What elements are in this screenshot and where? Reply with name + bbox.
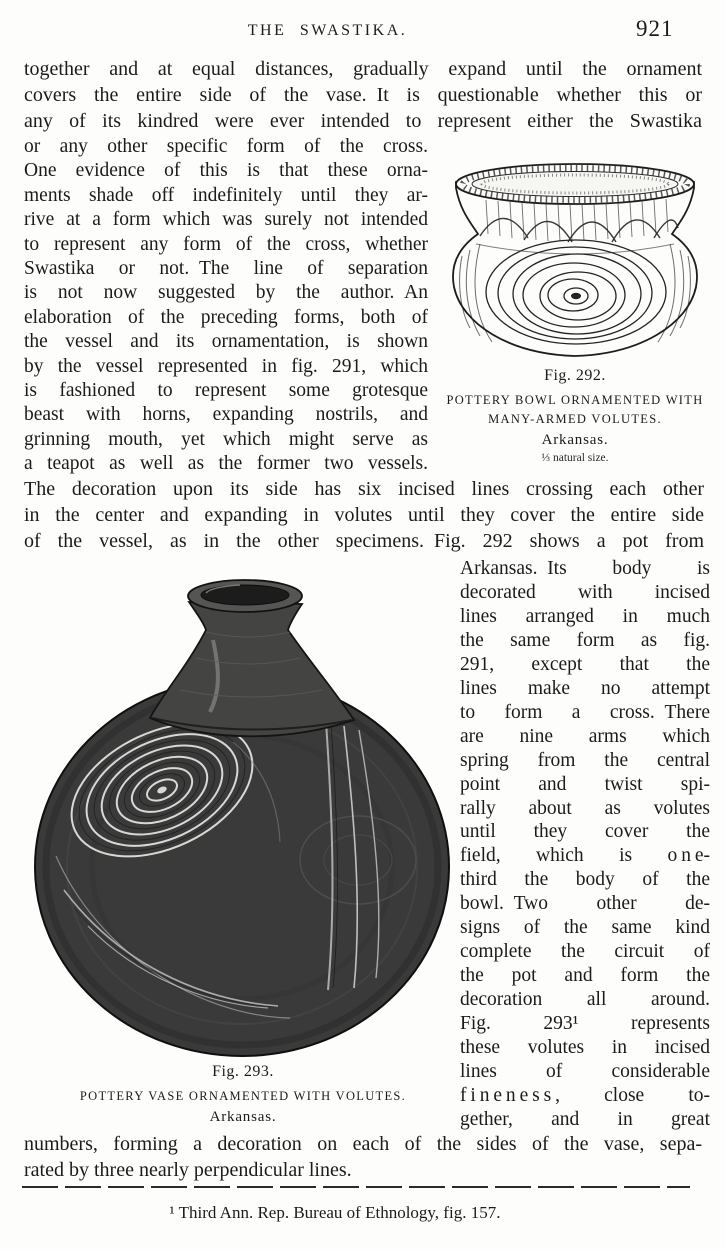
text-line: Arkansas. Its body is [460,558,710,579]
text-line: third the body of the [460,869,710,891]
fig-292-label: Fig. 292. [544,367,606,384]
text-line: is fashioned to represent some grotesque [24,380,428,402]
pottery-vase-engraving [28,560,458,1058]
text-line: field, which is o n e- [460,845,710,867]
pottery-bowl-engraving [446,156,704,362]
paragraph-bottom [24,1132,702,1183]
footnote-divider [22,1186,690,1188]
text-line: ments shade off indefinitely until they ar- [24,184,428,206]
text-line: the vessel and its ornamentation, is shown [24,331,428,353]
text-line: the pot and form the [460,965,710,987]
text-line: together and at equal distances, gradually expand until the ornament [24,58,702,80]
text-line: Swastika or not. The line of separation [24,258,428,280]
fig-292-caption-2: MANY-ARMED VOLUTES. [488,412,662,426]
text-line: decoration all around. [460,989,710,1011]
text-line: spring from the central [460,749,710,771]
text-line: in the center and expanding in volutes until they cover the entire side [24,503,704,526]
text-line: covers the entire side of the vase. It is questionable whether this or [24,83,702,106]
text-line: complete the circuit of [460,941,710,963]
text-line: The decoration upon its side has six incised lines crossing each other [24,478,704,500]
text-line: rated by three nearly perpendicular lines. [24,1158,352,1181]
text-line: until they cover the [460,821,710,843]
left-column-text [24,135,428,477]
fig-292-caption: POTTERY BOWL ORNAMENTED WITH [446,393,704,407]
text-line: numbers, forming a decoration on each of the sides of the vase, sepa- [24,1133,702,1155]
fig-292-location: Arkansas. [541,432,609,448]
text-line: One evidence of this is that these orna- [24,160,428,182]
fig-293-label: Fig. 293. [212,1063,274,1080]
text-line: to form a cross. There [460,701,710,723]
paragraph-top [24,57,702,134]
text-line: is not now suggested by the author. An [24,282,428,304]
text-line: any of its kindred were ever intended to represent either the Swastika [24,109,702,132]
text-line: a teapot as well as the former two vessels. [24,453,428,475]
text-line: bowl. Two other de- [460,893,710,915]
text-line: lines of considerable [460,1061,710,1083]
page-number: 921 [636,16,674,41]
text-line: grinning mouth, yet which might serve as [24,428,428,450]
fig-293-location: Arkansas. [209,1109,277,1125]
text-line: are nine arms which [460,725,710,747]
text-line: beast with horns, expanding nostrils, and [24,404,428,426]
text-line: f i n e n e s s , close to- [460,1084,710,1106]
paragraph-middle [24,477,704,554]
text-line: lines arranged in much [460,605,710,627]
text-line: or any other specific form of the cross. [24,136,428,157]
text-line: rive at a form which was surely not intended [24,209,428,231]
figure-293 [26,560,460,1126]
text-line: point and twist spi- [460,773,710,795]
right-column-text [460,557,710,1132]
text-line: the same form as fig. [460,629,710,651]
text-line: decorated with incised [460,581,710,603]
running-header: THE SWASTIKA. [247,22,408,39]
text-line: signs of the same kind [460,917,710,939]
text-line: of the vessel, as in the other specimens. Fig. 292 shows a pot from [24,529,704,552]
figure-292 [428,156,722,464]
text-line: Fig. 293¹ represents [460,1013,710,1035]
fig-292-scale: ⅓ natural size. [541,452,609,464]
text-line: 291, except that the [460,653,710,675]
text-line: elaboration of the preceding forms, both of [24,306,428,328]
text-line: these volutes in incised [460,1037,710,1059]
footnote: ¹ Third Ann. Rep. Bureau of Ethnology, fig. 157. [169,1203,501,1222]
text-line: rally about as volutes [460,797,710,819]
text-line: lines make no attempt [460,677,710,699]
text-line: to represent any form of the cross, whether [24,233,428,255]
fig-293-caption: POTTERY VASE ORNAMENTED WITH VOLUTES. [79,1089,407,1103]
text-line: by the vessel represented in fig. 291, which [24,355,428,377]
text-line: gether, and in great [460,1108,710,1130]
